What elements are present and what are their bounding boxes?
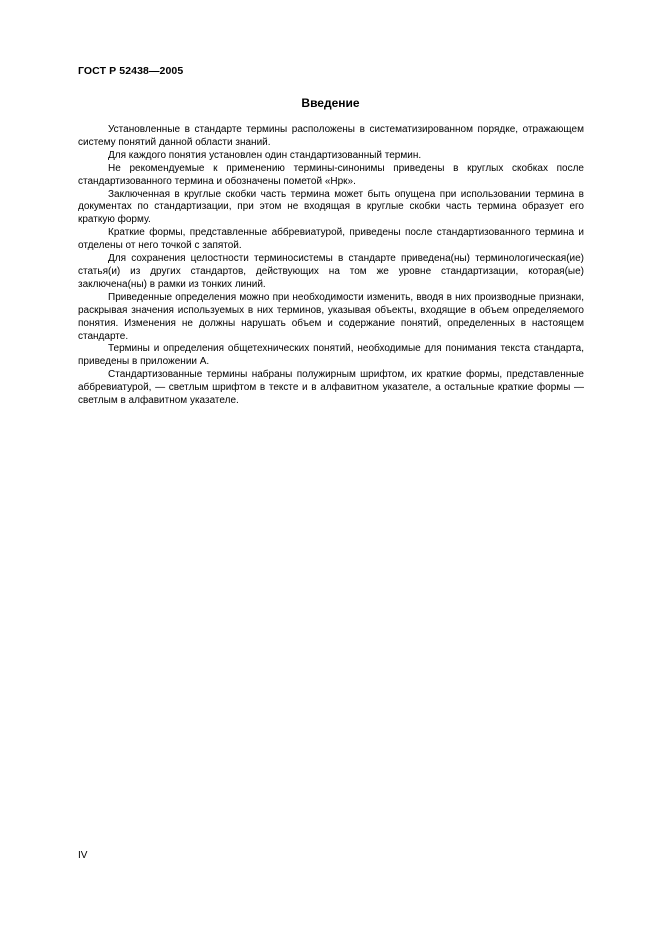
paragraph: Для сохранения целостности терминосистемы в стандарте приведена(ны) терминологическая(ие) статья(и) из других стандартов, действующих на том же уровне стандартизации, которая(ые) заключена(ны) в рамки из тонких линий. [78,253,584,290]
page-number: IV [78,850,88,861]
paragraph: Термины и определения общетехнических понятий, необходимые для понимания текста стандарта, приведены в приложении А. [78,343,584,368]
paragraph: Стандартизованные термины набраны полужирным шрифтом, их краткие формы, представленные аббревиатурой, — светлым шрифтом в тексте и в алфавитном указателе, а остальные краткие формы — светлым в алфавитном указателе. [78,369,584,407]
paragraph: Заключенная в круглые скобки часть термина может быть опущена при использовании термина в документах по стандартизации, при этом не входящая в круглые скобки часть термина образует его краткую форму. [78,188,584,226]
paragraph: Краткие формы, представленные аббревиатурой, приведены после стандартизованного термина и отделены от него точкой с запятой. [78,227,584,252]
paragraph: Для каждого понятия установлен один стандартизованный термин. [108,149,422,161]
paragraph: Приведенные определения можно при необходимости изменить, вводя в них производные признаки, раскрывая значения используемых в них терминов, указывая объекты, входящие в объем определяемого понятия. Изменения не должны нарушать объем и содержание понятий, определенных в настоящем стандарте. [78,291,584,342]
section-title: Введение [301,96,360,110]
paragraph: Не рекомендуемые к применению термины-синонимы приведены в круглых скобках после стандартизованного термина и обозначены пометой «Нрк». [78,162,584,187]
document-header: ГОСТ Р 52438—2005 [78,65,184,77]
body-text [78,124,584,408]
paragraph: Установленные в стандарте термины расположены в систематизированном порядке, отражающем систему понятий данной области знаний. [78,124,584,148]
